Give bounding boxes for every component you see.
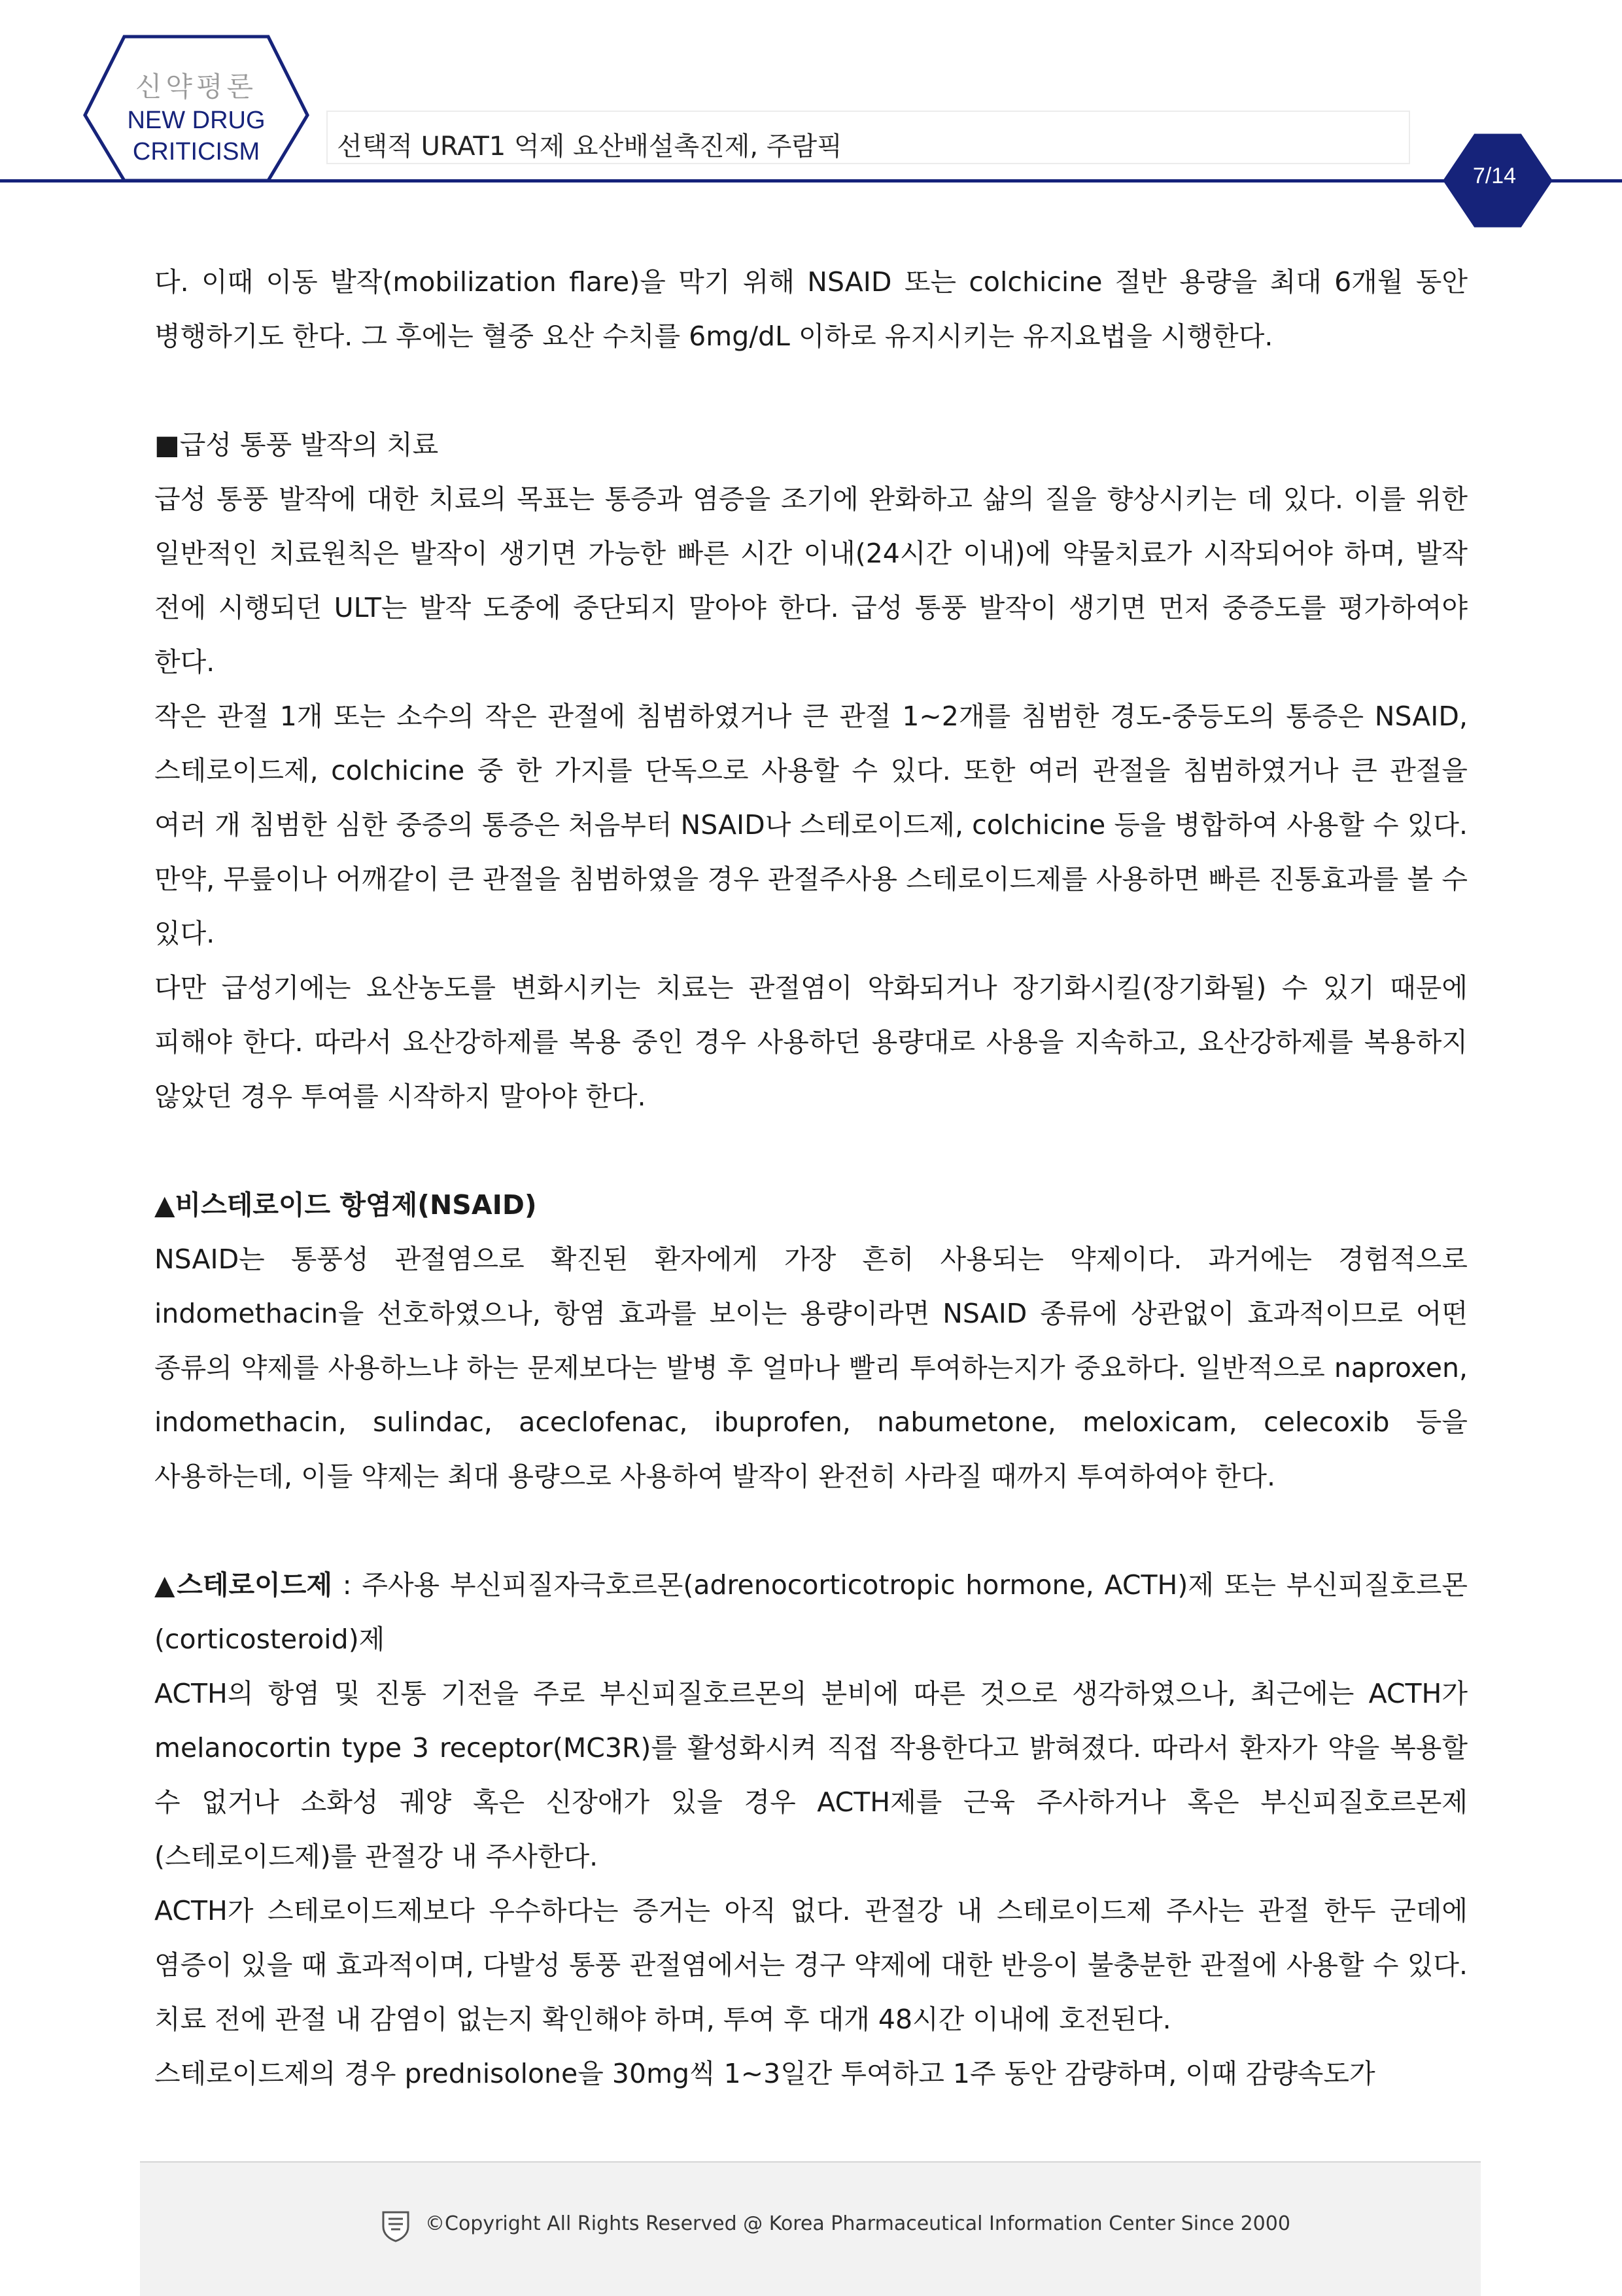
section-heading-nsaid: ▲비스테로이드 항염제(NSAID)	[154, 1189, 537, 1221]
paragraph: ACTH의 항염 및 진통 기전을 주로 부신피질호르몬의 분비에 따른 것으로 생각하였으나, 최근에는 ACTH가 melanocortin type 3 receptor(MC3R)를 활성화시켜 직접 작용한다고 밝혀졌다. 따라서 환자가 약을 복용할 수 없거나 소화성 궤양 혹은 신장애가 있을 경우 ACTH제를 근육 주사하거나 혹은 부신피질호르몬제(스테로이드제)를 관절강 내 주사한다.	[154, 1678, 1468, 1872]
section-heading-acute-gout: ■급성 통풍 발작의 치료	[154, 429, 439, 461]
paragraph: 작은 관절 1개 또는 소수의 작은 관절에 침범하였거나 큰 관절 1~2개를 침범한 경도-중등도의 통증은 NSAID, 스테로이드제, colchicine 중 한 가지를 단독으로 사용할 수 있다. 또한 여러 관절을 침범하였거나 큰 관절을 여러 개 침범한 심한 중증의 통증은 처음부터 NSAID나 스테로이드제, colchicine 등을 병합하여 사용할 수 있다. 만약, 무릎이나 어깨같이 큰 관절을 침범하였을 경우 관절주사용 스테로이드제를 사용하면 빠른 진통효과를 볼 수 있다.	[154, 701, 1468, 949]
footer-copyright: ©Copyright All Rights Reserved @ Korea Pharmaceutical Information Center Since 2000	[425, 2212, 1290, 2235]
intro-paragraph: 다. 이때 이동 발작(mobilization flare)을 막기 위해 NSAID 또는 colchicine 절반 용량을 최대 6개월 동안 병행하기도 한다. 그 후에는 혈중 요산 수치를 6mg/dL 이하로 유지시키는 유지요법을 시행한다.	[154, 266, 1468, 352]
paragraph: 다만 급성기에는 요산농도를 변화시키는 치료는 관절염이 악화되거나 장기화시킬(장기화될) 수 있기 때문에 피해야 한다. 따라서 요산강하제를 복용 중인 경우 사용하던 용량대로 사용을 지속하고, 요산강하제를 복용하지 않았던 경우 투여를 시작하지 말아야 한다.	[154, 972, 1468, 1112]
document-title: 선택적 URAT1 억제 요산배설촉진제, 주람픽	[337, 131, 842, 162]
paragraph: 급성 통풍 발작에 대한 치료의 목표는 통증과 염증을 조기에 완화하고 삶의 질을 향상시키는 데 있다. 이를 위한 일반적인 치료원칙은 발작이 생기면 가능한 빠른 시간 이내(24시간 이내)에 약물치료가 시작되어야 하며, 발작 전에 시행되던 ULT는 발작 도중에 중단되지 말아야 한다. 급성 통풍 발작이 생기면 먼저 중증도를 평가하여야 한다.	[154, 483, 1468, 678]
section-heading-steroid-bold: ▲스테로이드제	[154, 1569, 332, 1601]
document-body	[154, 255, 1468, 2101]
brand-english-line2: CRITICISM	[132, 138, 260, 165]
section-heading-steroid	[154, 1558, 1468, 1667]
brand-english-line1: NEW DRUG	[127, 107, 266, 134]
page-number: 7/14	[1472, 164, 1517, 188]
brand-english	[118, 105, 275, 167]
paragraph: ACTH가 스테로이드제보다 우수하다는 증거는 아직 없다. 관절강 내 스테로이드제 주사는 관절 한두 군데에 염증이 있을 때 효과적이며, 다발성 통풍 관절염에서는 경구 약제에 대한 반응이 불충분한 관절에 사용할 수 있다. 치료 전에 관절 내 감염이 없는지 확인해야 하며, 투여 후 대개 48시간 이내에 호전된다.	[154, 1895, 1468, 2035]
paragraph: 스테로이드제의 경우 prednisolone을 30mg씩 1~3일간 투여하고 1주 동안 감량하며, 이때 감량속도가	[154, 2058, 1375, 2089]
paragraph: NSAID는 통풍성 관절염으로 확진된 환자에게 가장 흔히 사용되는 약제이다. 과거에는 경험적으로 indomethacin을 선호하였으나, 항염 효과를 보이는 용량이라면 NSAID 종류에 상관없이 효과적이므로 어떤 종류의 약제를 사용하느냐 하는 문제보다는 발병 후 얼마나 빨리 투여하는지가 중요하다. 일반적으로 naproxen, indomethacin, sulindac, aceclofenac, ibuprofen, nabumetone, meloxicam, celecoxib 등을 사용하는데, 이들 약제는 최대 용량으로 사용하여 발작이 완전히 사라질 때까지 투여하여야 한다.	[154, 1244, 1468, 1492]
section-heading-steroid-rest: : 주사용 부신피질자극호르몬(adrenocorticotropic hormone, ACTH)제 또는 부신피질호르몬(corticosteroid)제	[154, 1569, 1468, 1655]
brand-korean: 신약평론	[135, 71, 258, 103]
shield-logo-icon	[381, 2210, 411, 2242]
